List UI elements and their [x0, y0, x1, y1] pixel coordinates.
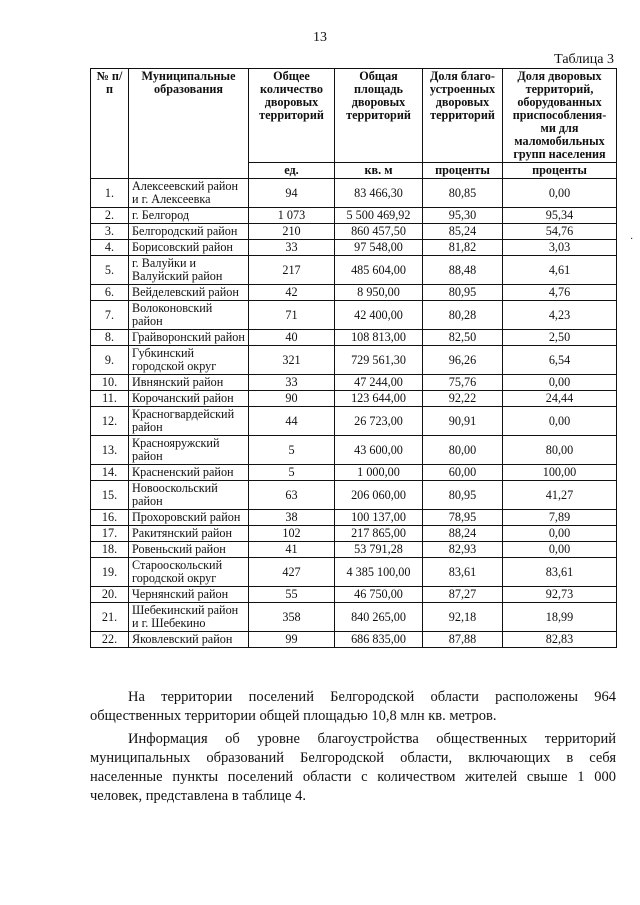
municipality-name: Губкинский городской округ — [129, 346, 249, 375]
municipality-name: Ровеньский район — [129, 542, 249, 558]
row-number: 2. — [91, 208, 129, 224]
municipality-name: Борисовский район — [129, 240, 249, 256]
share-improved: 87,88 — [423, 632, 503, 648]
yard-count: 33 — [249, 375, 335, 391]
yard-area: 123 644,00 — [335, 391, 423, 407]
share-accessible: 6,54 — [503, 346, 617, 375]
header-share-improved: Доля благо-устроенных дворовых территорий — [423, 69, 503, 163]
share-improved: 80,95 — [423, 285, 503, 301]
share-improved: 81,82 — [423, 240, 503, 256]
yard-count: 1 073 — [249, 208, 335, 224]
share-improved: 95,30 — [423, 208, 503, 224]
table-row — [91, 301, 617, 330]
yard-count: 33 — [249, 240, 335, 256]
row-number: 22. — [91, 632, 129, 648]
table-row — [91, 179, 617, 208]
yard-area: 108 813,00 — [335, 330, 423, 346]
yard-area: 8 950,00 — [335, 285, 423, 301]
table-row — [91, 558, 617, 587]
municipality-name: Краснояружский район — [129, 436, 249, 465]
row-number: 5. — [91, 256, 129, 285]
yard-area: 206 060,00 — [335, 481, 423, 510]
unit-count: ед. — [249, 163, 335, 179]
yard-area: 485 604,00 — [335, 256, 423, 285]
yard-area: 840 265,00 — [335, 603, 423, 632]
yard-count: 71 — [249, 301, 335, 330]
share-accessible: 0,00 — [503, 179, 617, 208]
table-row — [91, 208, 617, 224]
yard-count: 41 — [249, 542, 335, 558]
header-count: Общее количество дворовых территорий — [249, 69, 335, 163]
municipality-name: Новооскольский район — [129, 481, 249, 510]
yard-count: 5 — [249, 465, 335, 481]
unit-share-improved: проценты — [423, 163, 503, 179]
row-number: 11. — [91, 391, 129, 407]
share-improved: 80,00 — [423, 436, 503, 465]
yard-area: 1 000,00 — [335, 465, 423, 481]
municipality-name: Вейделевский район — [129, 285, 249, 301]
yard-area: 97 548,00 — [335, 240, 423, 256]
share-improved: 88,48 — [423, 256, 503, 285]
header-share-accessible: Доля дворовых территорий, оборудованных приспособления-ми для маломобильных групп населения — [503, 69, 617, 163]
row-number: 20. — [91, 587, 129, 603]
share-improved: 82,50 — [423, 330, 503, 346]
yard-area: 83 466,30 — [335, 179, 423, 208]
share-accessible: 100,00 — [503, 465, 617, 481]
table-row — [91, 510, 617, 526]
yard-count: 55 — [249, 587, 335, 603]
row-number: 7. — [91, 301, 129, 330]
yard-count: 94 — [249, 179, 335, 208]
share-improved: 85,24 — [423, 224, 503, 240]
paragraph: На территории поселений Белгородской области расположены 964 общественных территории общей площадью 10,8 млн кв. метров. — [90, 689, 616, 724]
yard-count: 5 — [249, 436, 335, 465]
share-accessible: 0,00 — [503, 407, 617, 436]
share-accessible: 0,00 — [503, 542, 617, 558]
table-row — [91, 407, 617, 436]
table-row — [91, 481, 617, 510]
municipality-name: Чернянский район — [129, 587, 249, 603]
table-row — [91, 465, 617, 481]
yard-area: 860 457,50 — [335, 224, 423, 240]
table-row — [91, 391, 617, 407]
table-row — [91, 224, 617, 240]
table-row — [91, 240, 617, 256]
municipality-name: г. Валуйки и Валуйский район — [129, 256, 249, 285]
yard-count: 358 — [249, 603, 335, 632]
body-text — [90, 688, 616, 810]
share-accessible: 54,76 — [503, 224, 617, 240]
share-improved: 87,27 — [423, 587, 503, 603]
share-accessible: 24,44 — [503, 391, 617, 407]
municipality-name: Старооскольский городской округ — [129, 558, 249, 587]
yard-count: 90 — [249, 391, 335, 407]
municipality-name: Корочанский район — [129, 391, 249, 407]
share-improved: 78,95 — [423, 510, 503, 526]
row-number: 13. — [91, 436, 129, 465]
share-accessible: 82,83 — [503, 632, 617, 648]
page-number: 13 — [313, 30, 327, 45]
row-number: 18. — [91, 542, 129, 558]
table-row — [91, 256, 617, 285]
table-row — [91, 526, 617, 542]
share-improved: 90,91 — [423, 407, 503, 436]
share-accessible: 41,27 — [503, 481, 617, 510]
municipality-name: Алексеевский район и г. Алексеевка — [129, 179, 249, 208]
edge-mark: · — [630, 234, 634, 245]
table-row — [91, 285, 617, 301]
share-accessible: 0,00 — [503, 375, 617, 391]
share-improved: 75,76 — [423, 375, 503, 391]
paragraph: Информация об уровне благоустройства общественных территорий муниципальных образований Белгородской области, включающих в себя населенные пункты поселений области с количеством жителей свыше 1 000 человек, представлена в таблице 4. — [90, 731, 616, 804]
yard-count: 42 — [249, 285, 335, 301]
table-row — [91, 375, 617, 391]
yard-area: 26 723,00 — [335, 407, 423, 436]
yard-count: 210 — [249, 224, 335, 240]
table-body — [91, 179, 617, 648]
share-accessible: 4,61 — [503, 256, 617, 285]
share-accessible: 4,76 — [503, 285, 617, 301]
table-row — [91, 346, 617, 375]
unit-area: кв. м — [335, 163, 423, 179]
table-row — [91, 330, 617, 346]
yard-area: 53 791,28 — [335, 542, 423, 558]
share-accessible: 2,50 — [503, 330, 617, 346]
yard-area: 100 137,00 — [335, 510, 423, 526]
municipality-name: Белгородский район — [129, 224, 249, 240]
municipality-name: Ивнянский район — [129, 375, 249, 391]
table-row — [91, 436, 617, 465]
yard-count: 321 — [249, 346, 335, 375]
yard-area: 4 385 100,00 — [335, 558, 423, 587]
table-caption: Таблица 3 — [554, 52, 614, 67]
table-row — [91, 542, 617, 558]
yard-count: 44 — [249, 407, 335, 436]
share-improved: 80,28 — [423, 301, 503, 330]
row-number: 16. — [91, 510, 129, 526]
share-improved: 80,85 — [423, 179, 503, 208]
municipality-name: Яковлевский район — [129, 632, 249, 648]
yard-count: 217 — [249, 256, 335, 285]
municipality-name: Красногвардейский район — [129, 407, 249, 436]
unit-share-accessible: проценты — [503, 163, 617, 179]
share-improved: 96,26 — [423, 346, 503, 375]
share-improved: 92,22 — [423, 391, 503, 407]
municipality-name: г. Белгород — [129, 208, 249, 224]
yard-area: 686 835,00 — [335, 632, 423, 648]
header-municipality: Муниципальные образования — [129, 69, 249, 179]
municipality-name: Прохоровский район — [129, 510, 249, 526]
row-number: 14. — [91, 465, 129, 481]
table-row — [91, 603, 617, 632]
municipality-name: Ракитянский район — [129, 526, 249, 542]
row-number: 6. — [91, 285, 129, 301]
yard-area: 5 500 469,92 — [335, 208, 423, 224]
header-row — [91, 69, 617, 163]
share-improved: 88,24 — [423, 526, 503, 542]
yard-area: 43 600,00 — [335, 436, 423, 465]
municipality-name: Грайворонский район — [129, 330, 249, 346]
share-accessible: 7,89 — [503, 510, 617, 526]
row-number: 1. — [91, 179, 129, 208]
municipality-name: Шебекинский район и г. Шебекино — [129, 603, 249, 632]
table-row — [91, 632, 617, 648]
row-number: 21. — [91, 603, 129, 632]
share-accessible: 3,03 — [503, 240, 617, 256]
share-improved: 83,61 — [423, 558, 503, 587]
row-number: 12. — [91, 407, 129, 436]
yard-area: 42 400,00 — [335, 301, 423, 330]
share-accessible: 83,61 — [503, 558, 617, 587]
row-number: 15. — [91, 481, 129, 510]
yard-area: 46 750,00 — [335, 587, 423, 603]
row-number: 4. — [91, 240, 129, 256]
share-accessible: 80,00 — [503, 436, 617, 465]
share-improved: 82,93 — [423, 542, 503, 558]
row-number: 10. — [91, 375, 129, 391]
municipality-name: Красненский район — [129, 465, 249, 481]
yard-count: 40 — [249, 330, 335, 346]
yard-count: 63 — [249, 481, 335, 510]
share-improved: 60,00 — [423, 465, 503, 481]
share-accessible: 92,73 — [503, 587, 617, 603]
share-improved: 92,18 — [423, 603, 503, 632]
yard-count: 99 — [249, 632, 335, 648]
share-accessible: 95,34 — [503, 208, 617, 224]
municipality-name: Волоконовский район — [129, 301, 249, 330]
yard-area: 729 561,30 — [335, 346, 423, 375]
yard-count: 102 — [249, 526, 335, 542]
row-number: 17. — [91, 526, 129, 542]
yard-area: 47 244,00 — [335, 375, 423, 391]
yard-count: 38 — [249, 510, 335, 526]
yard-area: 217 865,00 — [335, 526, 423, 542]
data-table — [90, 68, 617, 648]
row-number: 3. — [91, 224, 129, 240]
header-area: Общая площадь дворовых территорий — [335, 69, 423, 163]
row-number: 19. — [91, 558, 129, 587]
share-improved: 80,95 — [423, 481, 503, 510]
row-number: 8. — [91, 330, 129, 346]
yard-count: 427 — [249, 558, 335, 587]
table-row — [91, 587, 617, 603]
share-accessible: 4,23 — [503, 301, 617, 330]
share-accessible: 18,99 — [503, 603, 617, 632]
header-num: № п/п — [91, 69, 129, 179]
share-accessible: 0,00 — [503, 526, 617, 542]
row-number: 9. — [91, 346, 129, 375]
